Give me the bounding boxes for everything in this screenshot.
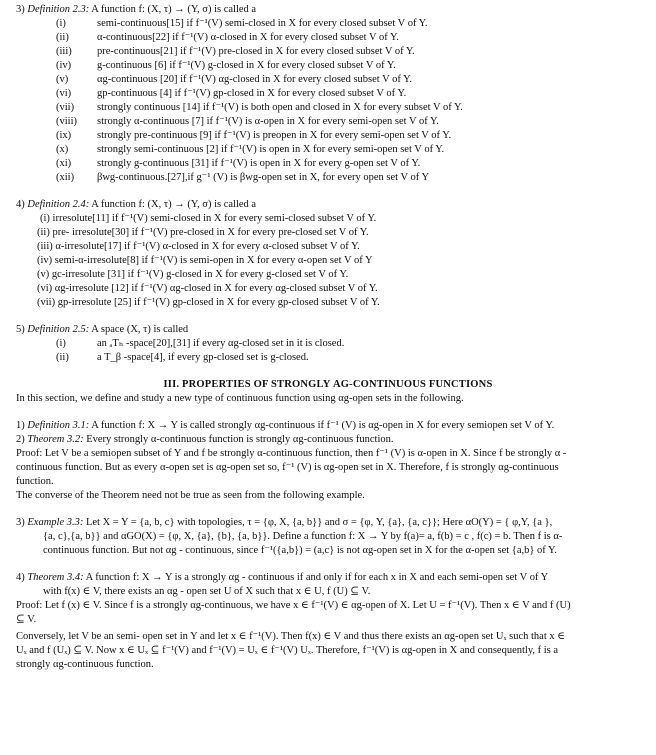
text-span: A function f: (X, τ) → (Y, σ) is called a [89, 4, 257, 15]
text-span: The converse of the Theorem need not be true as seen from the following example. [16, 490, 365, 501]
text-line-t34-p4 [16, 644, 558, 657]
text-line-d23-iii-t [97, 45, 415, 58]
text-span: α-continuous[22] if f⁻¹(V) α-closed in X for every closed subset V of Y. [97, 32, 399, 43]
text-line-d24-iv [37, 254, 373, 267]
text-line-d23-xi-t [97, 157, 420, 170]
text-line-d23-head [16, 3, 256, 16]
text-span: 4) [16, 199, 28, 210]
text-line-d23-viii-t [97, 115, 439, 128]
text-span: 4) [16, 572, 28, 583]
text-span: (iii) [56, 46, 72, 57]
text-span: βwg-continuous.[27],if g⁻¹ (V) is βwg-open set in X, for every open set V of Y [97, 172, 430, 183]
heading-label: Definition 2.3: [27, 4, 90, 15]
text-line-d25-ii [56, 351, 69, 364]
text-span: III. PROPERTIES OF STRONGLY ΑG-CONTINUOUS FUNCTIONS [163, 379, 493, 390]
text-span: ⊆ V. [16, 614, 37, 625]
text-span: A function f: X → Y is a strongly αg - continuous if and only if for each x in X and each semi-open set V of Y [83, 572, 549, 583]
text-span: (v) gc-irresolute [31] if f⁻¹(V) g-closed in X for every g-closed set V of Y. [37, 269, 349, 280]
text-line-d23-ii [56, 31, 69, 44]
text-span: A function f: X → Y is called strongly αg-continuous if f⁻¹ (V) is αg-open in X for every semiopen set V of Y. [89, 420, 555, 431]
text-line-sec3-title [0, 378, 656, 391]
text-span: Proof: Let f (x) ∈ V. Since f is a strongly αg-continuous, we have x ∈ f⁻¹(V) ∈ αg-open of X. Let U = f⁻¹(V). Then x ∈ V and f (U) [16, 600, 571, 611]
text-line-d23-vi [56, 87, 71, 100]
text-span: a T_β -space[4], if every gp-closed set is g-closed. [97, 352, 309, 363]
text-span: (ii) [56, 352, 69, 363]
text-span: (vii) gp-irresolute [25] if f⁻¹(V) gp-closed in X for every gp-closed subset V of Y. [37, 297, 380, 308]
text-line-d23-iv [56, 59, 71, 72]
text-line-d24-head [16, 198, 256, 211]
text-span: strongly semi-continuous [2] if f⁻¹(V) is open in X for every semi-open set V of Y. [97, 144, 445, 155]
text-span: 1) [16, 420, 28, 431]
text-line-sec3-intro [16, 392, 464, 405]
text-line-d23-v [56, 73, 68, 86]
text-line-t34-2 [43, 585, 370, 598]
text-line-d23-ii-t [97, 31, 399, 44]
text-span: strongly pre-continuous [9] if f⁻¹(V) is preopen in X for every semi-open set V of Y. [97, 130, 452, 141]
text-line-t34-1 [16, 571, 548, 584]
text-span: A space (X, τ) is called [89, 324, 189, 335]
text-line-d23-viii [56, 115, 77, 128]
text-line-d23-vii [56, 101, 74, 114]
heading-label: Example 3.3: [27, 517, 84, 528]
text-span: (vii) [56, 102, 75, 113]
text-line-e33-2 [43, 530, 562, 543]
text-line-d23-xii [56, 171, 74, 184]
text-span: {a, c},{a, b}} and αGO(X) = {φ, X, {a}, {b}, {a, b}}. Define a function f: X → Y by f(a)= a, f(b) = c , f(c) = b. Then f is α- [43, 531, 563, 542]
text-span: strongly g-continuous [31] if f⁻¹(V) is open in X for every g-open set V of Y. [97, 158, 421, 169]
heading-label: Definition 2.5: [27, 324, 90, 335]
text-line-d25-i [56, 337, 66, 350]
text-span: (vi) αg-irresolute [12] if f⁻¹(V) αg-closed in X for every αg-closed subset V of Y. [37, 283, 378, 294]
text-line-t34-p3 [16, 630, 565, 643]
text-line-d23-ix [56, 129, 71, 142]
text-line-d23-vi-t [97, 87, 406, 100]
text-span: strongly α-continuous [7] if f⁻¹(V) is α-open in X for every semi-open set V of Y. [97, 116, 439, 127]
text-span: continuous function. But not αg - continuous, since f⁻¹({a,b}) = (a,c} is not αg-open set in X for the α-open set {a,b} of Y. [43, 545, 557, 556]
text-line-t32-p1 [16, 447, 566, 460]
text-line-t32 [16, 433, 394, 446]
text-span: (x) [56, 144, 69, 155]
text-line-d24-i [40, 212, 376, 225]
text-span: αg-continuous [20] if f⁻¹(V) αg-closed in X for every closed subset V of Y. [97, 74, 412, 85]
text-line-d25-head [16, 323, 188, 336]
text-line-d23-v-t [97, 73, 412, 86]
text-span: strongly αg-continuous function. [16, 659, 154, 670]
text-span: continuous function. But as every α-open set is αg-open set so, f⁻¹ (V) is αg-open set in X. Therefore, f is strongly αg-continuous [16, 462, 559, 473]
heading-label: Theorem 3.2: [27, 434, 84, 445]
text-line-d24-vii [37, 296, 380, 309]
text-line-d23-iv-t [97, 59, 396, 72]
text-span: 3) [16, 4, 28, 15]
text-line-t34-p2 [16, 613, 36, 626]
text-span: A function f: (X, τ) → (Y, σ) is called a [89, 199, 257, 210]
text-span: (xi) [56, 158, 72, 169]
text-span: function. [16, 476, 54, 487]
text-line-t32-p2 [16, 461, 559, 474]
text-line-d23-x-t [97, 143, 444, 156]
text-line-t32-p4 [16, 489, 365, 502]
text-line-d24-ii [37, 226, 369, 239]
text-span: (iv) [56, 60, 72, 71]
text-line-t32-p3 [16, 475, 54, 488]
text-span: pre-continuous[21] if f⁻¹(V) pre-closed in X for every closed subset V of Y. [97, 46, 415, 57]
text-span: g-continuous [6] if f⁻¹(V) g-closed in X for every closed subset V of Y. [97, 60, 396, 71]
text-span: semi-continuous[15] if f⁻¹(V) semi-closed in X for every closed subset V of Y. [97, 18, 428, 29]
text-span: (i) irresolute[11] if f⁻¹(V) semi-closed in X for every semi-closed subset V of Y. [40, 213, 377, 224]
text-span: Proof: Let V be a semiopen subset of Y and f be strongly α-continuous function, then f⁻¹ (V) is α-open in X. Since f be strongly α - [16, 448, 567, 459]
text-span: Uₓ and f (Uₓ) ⊆ V. Now x ∈ Uₓ ⊆ f⁻¹(V) and f⁻¹(V) = Uₓ ∈ f⁻¹(V) Uₓ. Therefore, f⁻¹(V) is αg-open in X and consequently, f is a [16, 645, 559, 656]
text-span: In this section, we define and study a new type of continuous function using αg-open sets in the following. [16, 393, 464, 404]
text-line-d23-i [56, 17, 66, 30]
text-span: (iv) semi-α-irresolute[8] if f⁻¹(V) is semi-open in X for every α-open set V of Y [37, 255, 373, 266]
text-span: (i) [56, 338, 66, 349]
text-span: strongly continuous [14] if f⁻¹(V) is both open and closed in X for every subset V of Y. [97, 102, 463, 113]
text-line-d23-xi [56, 157, 71, 170]
text-line-d24-v [37, 268, 348, 281]
text-span: (v) [56, 74, 69, 85]
text-line-d23-i-t [97, 17, 428, 30]
text-line-d23-ix-t [97, 129, 451, 142]
text-span: (viii) [56, 116, 77, 127]
text-line-d23-xii-t [97, 171, 429, 184]
text-span: 3) [16, 517, 28, 528]
text-line-d31 [16, 419, 554, 432]
heading-label: Definition 3.1: [27, 420, 90, 431]
text-span: (ii) [56, 32, 69, 43]
text-line-d23-iii [56, 45, 72, 58]
text-span: Let X = Y = {a, b, c} with topologies, τ = {φ, X, {a, b}} and σ = {φ, Y, {a}, {a, c}}; Here αO(Y) = { φ,Y, {a }, [83, 517, 553, 528]
text-span: (ix) [56, 130, 72, 141]
text-line-e33-1 [16, 516, 552, 529]
text-line-d24-iii [37, 240, 360, 253]
text-line-d25-i-t [97, 337, 344, 350]
text-span: an ₐTₕ -space[20],[31] if every αg-closed set in it is closed. [97, 338, 345, 349]
text-span: (ii) pre- irresolute[30] if f⁻¹(V) pre-closed in X for every pre-closed set V of Y. [37, 227, 369, 238]
text-span: 5) [16, 324, 28, 335]
text-line-d23-vii-t [97, 101, 463, 114]
text-line-t34-p1 [16, 599, 571, 612]
text-span: gp-continuous [4] if f⁻¹(V) gp-closed in X for every closed subset V of Y. [97, 88, 407, 99]
text-span: with f(x) ∈ V, there exists an αg - open set U of X such that x ∈ U, f (U) ⊆ V. [43, 586, 371, 597]
text-span: (iii) α-irresolute[17] if f⁻¹(V) α-closed in X for every α-closed subset V of Y. [37, 241, 360, 252]
text-span: Every strongly α-continuous function is strongly αg-continuous function. [83, 434, 394, 445]
text-span: (xii) [56, 172, 75, 183]
text-line-d24-vi [37, 282, 378, 295]
heading-label: Definition 2.4: [27, 199, 90, 210]
text-span: (vi) [56, 88, 72, 99]
text-span: Conversely, let V be an semi- open set in Y and let x ∈ f⁻¹(V). Then f(x) ∈ V and thus there exists an αg-open set Uₓ such that x ∈ [16, 631, 566, 642]
text-span: 2) [16, 434, 28, 445]
text-line-t34-p5 [16, 658, 154, 671]
text-line-d23-x [56, 143, 68, 156]
heading-label: Theorem 3.4: [27, 572, 84, 583]
text-line-d25-ii-t [97, 351, 309, 364]
text-span: (i) [56, 18, 66, 29]
text-line-e33-3 [43, 544, 557, 557]
